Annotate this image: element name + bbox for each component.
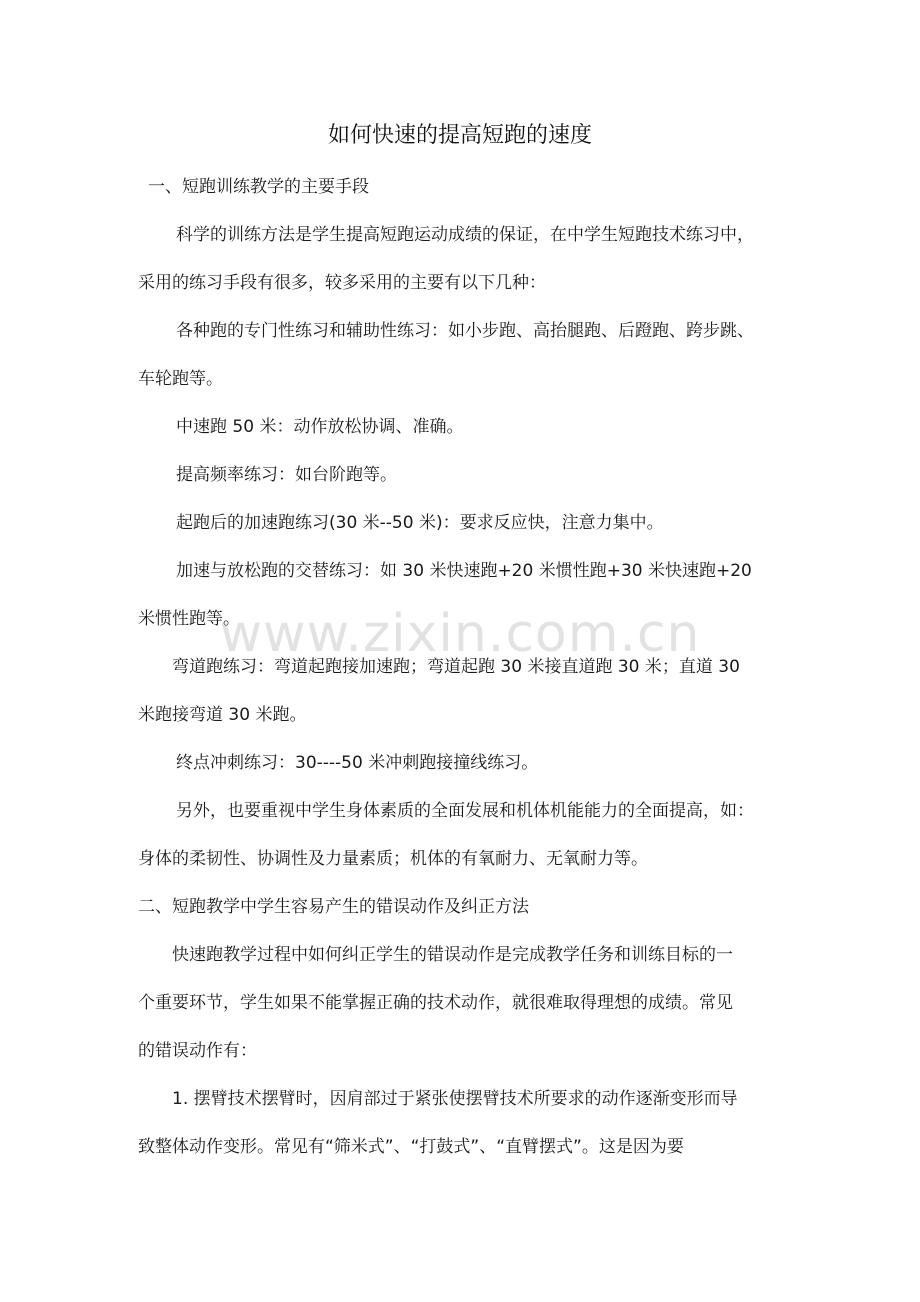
section-heading-2: 二、短跑教学中学生容易产生的错误动作及纠正方法 (138, 897, 529, 917)
paragraph-line: 各种跑的专门性练习和辅助性练习：如小步跑、高抬腿跑、后蹬跑、跨步跳、 (176, 321, 754, 341)
paragraph-line: 弯道跑练习：弯道起跑接加速跑；弯道起跑 30 米接直道跑 30 米；直道 30 (172, 657, 740, 677)
paragraph-line: 致整体动作变形。常见有“筛米式”、“打鼓式”、“直臂摆式”。这是因为要 (138, 1137, 684, 1157)
paragraph-line: 提高频率练习：如台阶跑等。 (176, 465, 397, 485)
paragraph-line: 车轮跑等。 (138, 369, 223, 389)
paragraph-line: 1. 摆臂技术摆臂时，因肩部过于紧张使摆臂技术所要求的动作逐渐变形而导 (172, 1089, 738, 1109)
paragraph-line: 的错误动作有： (138, 1041, 257, 1061)
paragraph-line: 起跑后的加速跑练习(30 米--50 米)：要求反应快，注意力集中。 (176, 513, 664, 533)
paragraph-line: 终点冲刺练习：30----50 米冲刺跑接撞线练习。 (176, 753, 539, 773)
paragraph-line: 米惯性跑等。 (138, 609, 240, 629)
paragraph-line: 另外，也要重视中学生身体素质的全面发展和机体机能能力的全面提高，如： (176, 801, 754, 821)
paragraph-line: 加速与放松跑的交替练习：如 30 米快速跑+20 米惯性跑+30 米快速跑+20 (176, 561, 752, 581)
document-title: 如何快速的提高短跑的速度 (327, 123, 592, 148)
paragraph-line: 快速跑教学过程中如何纠正学生的错误动作是完成教学任务和训练目标的一 (172, 945, 733, 965)
paragraph-line: 科学的训练方法是学生提高短跑运动成绩的保证，在中学生短跑技术练习中， (176, 225, 754, 245)
paragraph-line: 个重要环节，学生如果不能掌握正确的技术动作，就很难取得理想的成绩。常见 (138, 993, 733, 1013)
watermark: www.zixin.com.cn (219, 604, 701, 664)
paragraph-line: 中速跑 50 米：动作放松协调、准确。 (176, 417, 464, 437)
paragraph-line: 采用的练习手段有很多，较多采用的主要有以下几种： (138, 273, 546, 293)
paragraph-line: 米跑接弯道 30 米跑。 (138, 705, 307, 725)
section-heading-1: 一、短跑训练教学的主要手段 (148, 177, 369, 197)
paragraph-line: 身体的柔韧性、协调性及力量素质；机体的有氧耐力、无氧耐力等。 (138, 849, 648, 869)
